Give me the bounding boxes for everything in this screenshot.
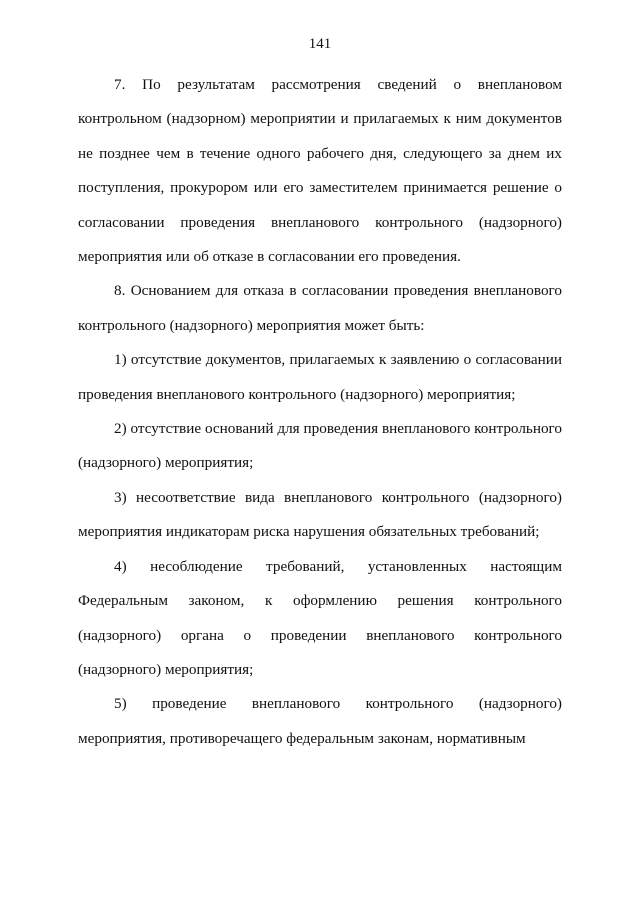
list-item-2: 2) отсутствие оснований для проведения внепланового контрольного (надзорного) мероприятия; <box>78 420 562 472</box>
document-body <box>78 68 562 756</box>
paragraph-7: 7. По результатам рассмотрения сведений о внеплановом контрольном (надзорном) мероприятии и прилагаемых к ним документов не позднее чем в течение одного рабочего дня, следующего за днем их поступления, прокурором или его заместителем принимается решение о согласовании проведения внепланового контрольного (надзорного) мероприятия или об отказе в согласовании его проведения. <box>78 76 562 266</box>
list-item-1: 1) отсутствие документов, прилагаемых к заявлению о согласовании проведения внепланового контрольного (надзорного) мероприятия; <box>78 351 562 403</box>
paragraph-8: 8. Основанием для отказа в согласовании проведения внепланового контрольного (надзорного) мероприятия может быть: <box>78 282 562 334</box>
page-number: 141 <box>308 36 332 52</box>
list-item-5: 5) проведение внепланового контрольного (надзорного) мероприятия, противоречащего федеральным законам, нормативным <box>78 695 562 747</box>
list-item-3: 3) несоответствие вида внепланового контрольного (надзорного) мероприятия индикаторам риска нарушения обязательных требований; <box>78 488 562 541</box>
list-item-4: 4) несоблюдение требований, установленных настоящим Федеральным законом, к оформлению решения контрольного (надзорного) органа о проведении внепланового контрольного (надзорного) мероприятия; <box>78 557 562 678</box>
